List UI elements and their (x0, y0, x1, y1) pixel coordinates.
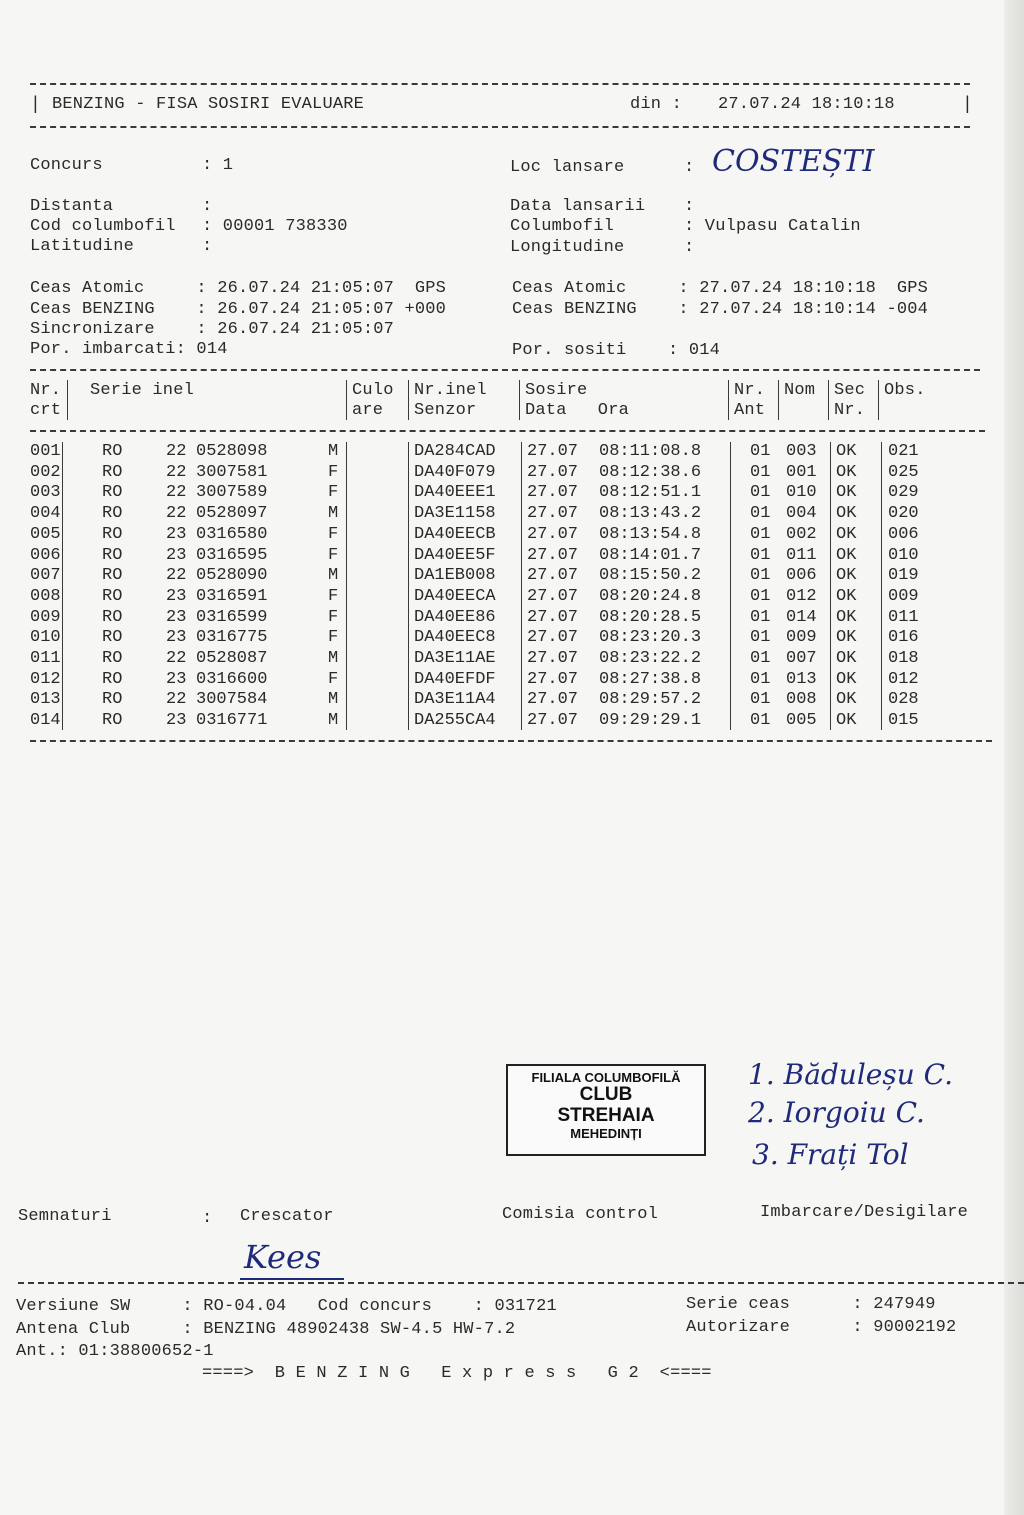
commission-signature-1: 1. Băduleșu C. (748, 1058, 953, 1091)
cell-sec: OK (836, 607, 857, 627)
cell-ant: 01 (750, 711, 771, 731)
cell-an: 23 (166, 628, 187, 648)
ceas-benzing-left: Ceas BENZING : 26.07.24 21:05:07 +000 (30, 300, 447, 319)
table-row (0, 608, 1024, 628)
col-sep (408, 380, 409, 420)
ceas-atomic-left: Ceas Atomic : 26.07.24 21:05:07 GPS (30, 279, 447, 298)
cell-ora: 09:29:29.1 (599, 711, 702, 731)
cell-sex: M (328, 690, 339, 710)
cell-sec: OK (836, 586, 857, 606)
cell-ora: 08:23:20.3 (599, 628, 702, 648)
col-culo-header: Culo (352, 381, 394, 400)
col-sep (519, 380, 520, 420)
cell-tara: RO (102, 524, 123, 544)
col-crt-header: crt (30, 401, 62, 420)
cell-crt: 014 (30, 711, 61, 731)
loc-lansare-handwritten: COSTEȘTI (712, 144, 875, 179)
cell-crt: 011 (30, 649, 61, 668)
cell-senzor: DA284CAD (414, 442, 496, 461)
comisia-label: Comisia control (502, 1205, 659, 1224)
col-secnr-header: Nr. (834, 401, 866, 420)
cell-nom: 013 (786, 669, 817, 689)
cell-obs: 011 (888, 607, 919, 627)
cell-senzor: DA40EEE1 (414, 483, 496, 503)
cell-inel: 0316580 (196, 524, 268, 544)
stamp-line-1: FILIALA COLUMBOFILĂ (531, 1070, 681, 1085)
cell-an: 22 (166, 504, 187, 524)
cell-crt: 005 (30, 524, 61, 544)
cell-inel: 3007581 (196, 462, 268, 482)
commission-signature-3: 3. Frați Tol (752, 1138, 909, 1171)
col-nom-header: Nom (784, 381, 816, 400)
cell-sec: OK (836, 669, 857, 689)
cell-inel: 0316599 (196, 607, 268, 627)
col-serie-header: Serie inel (90, 381, 195, 400)
cell-nom: 005 (786, 711, 817, 731)
table-row (0, 649, 1024, 669)
cell-sec: OK (836, 504, 857, 524)
cell-data: 27.07 (527, 690, 579, 710)
cell-obs: 015 (888, 711, 919, 731)
table-row (0, 442, 1024, 462)
header-top-rule (30, 83, 970, 85)
sincronizare: Sincronizare : 26.07.24 21:05:07 (30, 320, 395, 339)
cell-inel: 0528090 (196, 566, 268, 586)
crescator-signature: Kees (244, 1238, 322, 1276)
table-top-rule (30, 369, 980, 371)
cell-an: 23 (166, 545, 187, 565)
cell-tara: RO (102, 545, 123, 565)
col-dataora-header: Data Ora (525, 401, 630, 420)
cell-an: 23 (166, 524, 187, 544)
ceas-benzing-right: Ceas BENZING : 27.07.24 18:10:14 -004 (512, 300, 929, 319)
table-row (0, 504, 1024, 524)
report-title: BENZING - FISA SOSIRI EVALUARE (52, 95, 365, 114)
ceas-atomic-right: Ceas Atomic : 27.07.24 18:10:18 GPS (512, 279, 929, 298)
cell-data: 27.07 (527, 649, 579, 668)
table-row (0, 711, 1024, 731)
cell-inel: 3007584 (196, 690, 268, 710)
distanta-label: Distanta (30, 197, 114, 216)
cell-ora: 08:12:38.6 (599, 462, 702, 482)
header-bottom-rule (30, 126, 970, 128)
table-row (0, 546, 1024, 566)
table-row (0, 670, 1024, 690)
cell-sex: F (328, 545, 339, 565)
cell-sex: F (328, 524, 339, 544)
cell-sec: OK (836, 545, 857, 565)
cell-data: 27.07 (527, 483, 579, 503)
cell-nom: 007 (786, 649, 817, 668)
cell-ora: 08:15:50.2 (599, 566, 702, 586)
col-sep (728, 380, 729, 420)
cell-ora: 08:23:22.2 (599, 649, 702, 668)
cell-ora: 08:20:28.5 (599, 607, 702, 627)
cell-data: 27.07 (527, 504, 579, 524)
cell-data: 27.07 (527, 586, 579, 606)
cell-tara: RO (102, 711, 123, 731)
cell-sec: OK (836, 649, 857, 668)
cell-ant: 01 (750, 524, 771, 544)
cell-inel: 0316595 (196, 545, 268, 565)
table-row (0, 566, 1024, 586)
cell-data: 27.07 (527, 607, 579, 627)
cell-crt: 004 (30, 504, 61, 524)
col-are-header: are (352, 401, 384, 420)
cell-crt: 002 (30, 462, 61, 482)
cell-an: 22 (166, 462, 187, 482)
cell-senzor: DA40EEC8 (414, 628, 496, 648)
semnaturi-label: Semnaturi (18, 1207, 112, 1226)
serie-ceas: Serie ceas : 247949 (686, 1295, 936, 1314)
cell-obs: 018 (888, 649, 919, 668)
cell-obs: 010 (888, 545, 919, 565)
cell-senzor: DA3E11A4 (414, 690, 496, 710)
col-ant-header: Ant (734, 401, 766, 420)
page-edge (1004, 0, 1024, 1515)
benzing-brand-line: ====> B E N Z I N G E x p r e s s G 2 <==== (202, 1364, 712, 1383)
table-row (0, 483, 1024, 503)
din-label: din : (630, 95, 683, 114)
cell-tara: RO (102, 607, 123, 627)
cell-ora: 08:13:54.8 (599, 524, 702, 544)
cell-ant: 01 (750, 690, 771, 710)
loc-lansare-sep: : (684, 158, 695, 177)
cell-sex: F (328, 628, 339, 648)
table-row (0, 628, 1024, 648)
stamp-line-4: MEHEDINȚI (570, 1126, 642, 1142)
cell-senzor: DA40EFDF (414, 669, 496, 689)
cell-data: 27.07 (527, 566, 579, 586)
cell-ant: 01 (750, 586, 771, 606)
header-bar-left: | (30, 95, 42, 115)
loc-lansare-label: Loc lansare (510, 158, 625, 177)
cell-an: 23 (166, 607, 187, 627)
data-lansarii-value: : (684, 197, 695, 216)
cell-nom: 004 (786, 504, 817, 524)
cell-an: 22 (166, 442, 187, 461)
cell-nom: 003 (786, 442, 817, 461)
cell-sex: F (328, 669, 339, 689)
cell-tara: RO (102, 566, 123, 586)
longitudine-value: : (684, 238, 695, 257)
cell-data: 27.07 (527, 462, 579, 482)
cell-crt: 003 (30, 483, 61, 503)
cell-inel: 0528097 (196, 504, 268, 524)
cod-columbofil-label: Cod columbofil (30, 217, 176, 236)
stamp-line-2: CLUB (579, 1084, 633, 1106)
cell-sex: M (328, 442, 339, 461)
cell-senzor: DA3E11AE (414, 649, 496, 668)
col-sep (778, 380, 779, 420)
concurs-value: : 1 (202, 156, 234, 175)
cell-data: 27.07 (527, 545, 579, 565)
cell-crt: 010 (30, 628, 61, 648)
cell-an: 23 (166, 586, 187, 606)
col-senzor-header: Senzor (414, 401, 477, 420)
cell-ant: 01 (750, 483, 771, 503)
cell-sec: OK (836, 628, 857, 648)
table-row (0, 463, 1024, 483)
cell-crt: 007 (30, 566, 61, 586)
cell-obs: 009 (888, 586, 919, 606)
cell-ora: 08:20:24.8 (599, 586, 702, 606)
cell-crt: 012 (30, 669, 61, 689)
footer-rule (18, 1282, 1024, 1284)
data-lansarii-label: Data lansarii (510, 197, 646, 216)
cell-obs: 029 (888, 483, 919, 503)
cell-inel: 0528098 (196, 442, 268, 461)
cell-sec: OK (836, 566, 857, 586)
cell-tara: RO (102, 586, 123, 606)
cell-sec: OK (836, 690, 857, 710)
col-nr-header: Nr. (30, 381, 62, 400)
cell-ora: 08:27:38.8 (599, 669, 702, 689)
cell-tara: RO (102, 504, 123, 524)
versiune-sw: Versiune SW : RO-04.04 Cod concurs : 031721 (16, 1297, 557, 1316)
cell-an: 23 (166, 711, 187, 731)
columbofil-label: Columbofil (510, 217, 615, 236)
cell-crt: 006 (30, 545, 61, 565)
cell-inel: 0528087 (196, 649, 268, 668)
cell-crt: 009 (30, 607, 61, 627)
cell-ant: 01 (750, 545, 771, 565)
cell-tara: RO (102, 649, 123, 668)
latitudine-value: : (202, 237, 213, 256)
cell-ora: 08:14:01.7 (599, 545, 702, 565)
col-sep (346, 380, 347, 420)
cell-sec: OK (836, 442, 857, 461)
cell-inel: 0316591 (196, 586, 268, 606)
cell-ora: 08:11:08.8 (599, 442, 702, 461)
cell-senzor: DA40F079 (414, 462, 496, 482)
cell-data: 27.07 (527, 442, 579, 461)
din-value: 27.07.24 18:10:18 (718, 95, 895, 114)
cell-obs: 006 (888, 524, 919, 544)
col-nrinel-header: Nr.inel (414, 381, 487, 400)
cell-nom: 014 (786, 607, 817, 627)
semnaturi-sep: : (202, 1209, 213, 1228)
antena-club: Antena Club : BENZING 48902438 SW-4.5 HW-7.2 (16, 1320, 516, 1339)
cell-inel: 0316600 (196, 669, 268, 689)
cell-obs: 016 (888, 628, 919, 648)
cell-ora: 08:13:43.2 (599, 504, 702, 524)
cell-sex: M (328, 649, 339, 668)
cell-inel: 3007589 (196, 483, 268, 503)
commission-signature-2: 2. Iorgoiu C. (748, 1096, 925, 1129)
cell-tara: RO (102, 669, 123, 689)
col-sep (828, 380, 829, 420)
cell-nom: 010 (786, 483, 817, 503)
cell-tara: RO (102, 442, 123, 461)
cell-obs: 025 (888, 462, 919, 482)
cell-nom: 012 (786, 586, 817, 606)
cell-ant: 01 (750, 649, 771, 668)
cell-sec: OK (836, 524, 857, 544)
cell-nom: 011 (786, 545, 817, 565)
cell-sex: F (328, 607, 339, 627)
cell-data: 27.07 (527, 669, 579, 689)
cell-ant: 01 (750, 669, 771, 689)
table-row (0, 525, 1024, 545)
cell-an: 22 (166, 566, 187, 586)
cell-sex: F (328, 586, 339, 606)
cell-sec: OK (836, 462, 857, 482)
table-row (0, 587, 1024, 607)
distanta-value: : (202, 197, 213, 216)
cell-obs: 012 (888, 669, 919, 689)
table-header-rule (30, 430, 985, 432)
cell-ora: 08:12:51.1 (599, 483, 702, 503)
longitudine-label: Longitudine (510, 238, 625, 257)
cell-ant: 01 (750, 628, 771, 648)
cell-sex: M (328, 711, 339, 731)
cell-obs: 028 (888, 690, 919, 710)
cell-sex: M (328, 566, 339, 586)
cell-senzor: DA40EE86 (414, 607, 496, 627)
cell-nom: 001 (786, 462, 817, 482)
cell-senzor: DA1EB008 (414, 566, 496, 586)
table-row (0, 690, 1024, 710)
cell-sec: OK (836, 711, 857, 731)
columbofil-value: : Vulpasu Catalin (684, 217, 861, 236)
signature-underline (240, 1278, 344, 1280)
cell-data: 27.07 (527, 524, 579, 544)
cell-nom: 006 (786, 566, 817, 586)
por-imbarcati: Por. imbarcati: 014 (30, 340, 228, 359)
ant-line: Ant.: 01:38800652-1 (16, 1342, 214, 1361)
cell-senzor: DA40EECA (414, 586, 496, 606)
cell-tara: RO (102, 483, 123, 503)
cell-nom: 008 (786, 690, 817, 710)
cell-ora: 08:29:57.2 (599, 690, 702, 710)
concurs-label: Concurs (30, 156, 103, 175)
cell-crt: 013 (30, 690, 61, 710)
cell-sec: OK (836, 483, 857, 503)
col-sosire-header: Sosire (525, 381, 588, 400)
cell-senzor: DA255CA4 (414, 711, 496, 731)
table-bottom-rule (30, 740, 992, 742)
cell-sex: F (328, 462, 339, 482)
cell-obs: 020 (888, 504, 919, 524)
col-antnr-header: Nr. (734, 381, 766, 400)
por-sositi: Por. sositi : 014 (512, 341, 721, 360)
cell-obs: 021 (888, 442, 919, 461)
cell-ant: 01 (750, 607, 771, 627)
col-sep (878, 380, 879, 420)
club-stamp (506, 1064, 706, 1156)
stamp-line-3: STREHAIA (557, 1105, 655, 1127)
cell-nom: 009 (786, 628, 817, 648)
cell-obs: 019 (888, 566, 919, 586)
latitudine-label: Latitudine (30, 237, 135, 256)
cell-ant: 01 (750, 566, 771, 586)
cell-crt: 001 (30, 442, 61, 461)
col-sec-header: Sec (834, 381, 866, 400)
cell-senzor: DA3E1158 (414, 504, 496, 524)
cell-tara: RO (102, 690, 123, 710)
cell-data: 27.07 (527, 711, 579, 731)
cell-an: 22 (166, 690, 187, 710)
cell-tara: RO (102, 462, 123, 482)
cell-inel: 0316775 (196, 628, 268, 648)
cell-senzor: DA40EECB (414, 524, 496, 544)
col-sep (67, 380, 68, 420)
cell-inel: 0316771 (196, 711, 268, 731)
cell-ant: 01 (750, 442, 771, 461)
cell-an: 22 (166, 483, 187, 503)
cod-columbofil-value: : 00001 738330 (202, 217, 348, 236)
cell-data: 27.07 (527, 628, 579, 648)
crescator-label: Crescator (240, 1207, 334, 1226)
imbarcare-label: Imbarcare/Desigilare (760, 1203, 969, 1222)
cell-an: 23 (166, 669, 187, 689)
cell-sex: F (328, 483, 339, 503)
cell-senzor: DA40EE5F (414, 545, 496, 565)
cell-tara: RO (102, 628, 123, 648)
cell-crt: 008 (30, 586, 61, 606)
cell-sex: M (328, 504, 339, 524)
cell-nom: 002 (786, 524, 817, 544)
cell-ant: 01 (750, 504, 771, 524)
autorizare: Autorizare : 90002192 (686, 1318, 957, 1337)
col-obs-header: Obs. (884, 381, 926, 400)
header-bar-right: | (962, 95, 974, 115)
cell-an: 22 (166, 649, 187, 668)
cell-ant: 01 (750, 462, 771, 482)
